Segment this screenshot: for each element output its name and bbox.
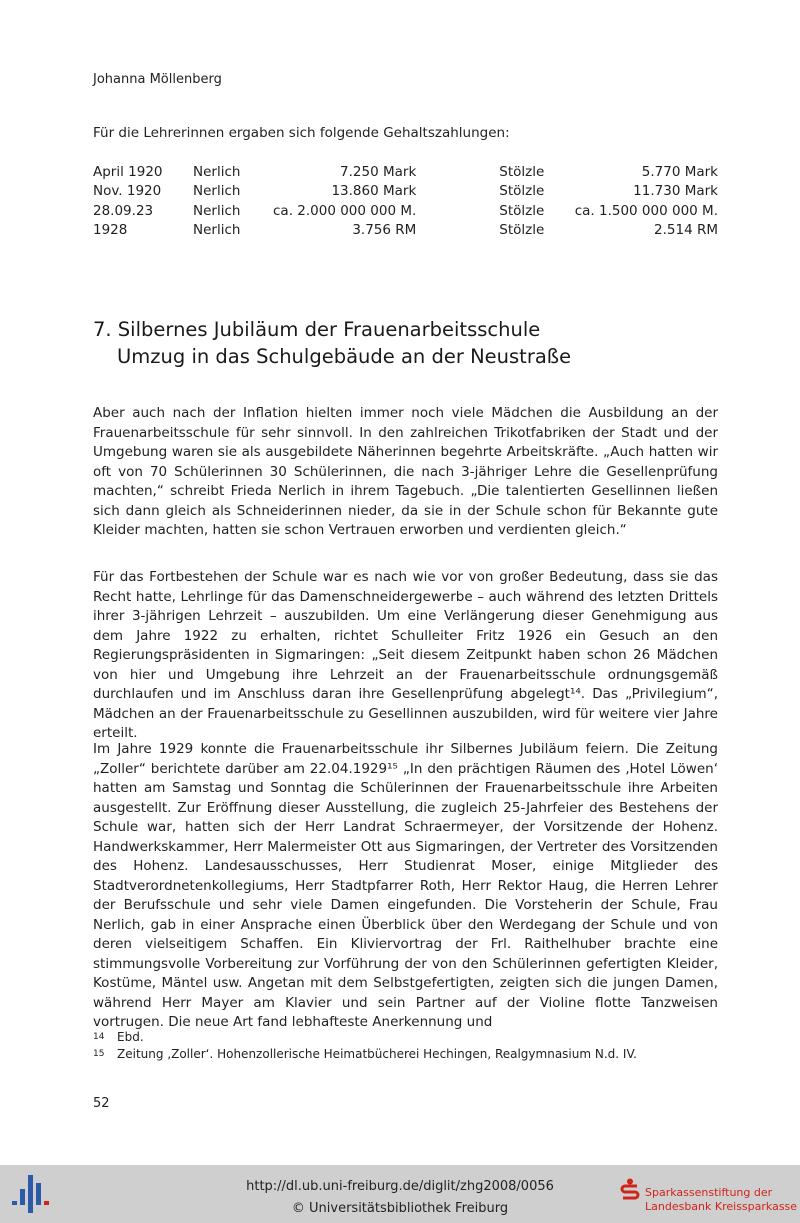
salary-value1-cell: ca. 2.000 000 000 M. [273,202,417,219]
salary-row [93,201,718,221]
salary-name1-cell: Nerlich [193,202,241,219]
sparkasse-logo-icon [620,1178,640,1202]
salary-value2-cell: ca. 1.500 000 000 M. [574,202,718,219]
footer-bar [0,1165,800,1223]
salary-row [93,182,718,202]
salary-table [93,162,718,240]
footer-copyright: © Universitätsbibliothek Freiburg [291,1201,509,1216]
footnote-text: Zeitung ‚Zoller‘. Hohenzollerische Heimatbücherei Hechingen, Realgymnasium N.d. IV. [117,1047,637,1061]
salary-name1-cell: Nerlich [193,163,241,180]
page-number: 52 [93,1096,110,1111]
salary-date-cell: Nov. 1920 [93,183,162,200]
salary-value2-cell: 2.514 RM [654,222,718,239]
sponsor-text [645,1186,797,1214]
salary-date-cell: April 1920 [93,163,163,180]
running-head-author: Johanna Möllenberg [93,72,222,87]
footnote-14 [93,1029,637,1046]
salary-name2-cell: Stölzle [499,183,545,200]
footnotes [93,1029,637,1063]
salary-row [93,221,718,241]
intro-sentence: Für die Lehrerinnen ergaben sich folgende Gehaltszahlungen: [93,125,510,141]
sponsor-line-1: Sparkassenstiftung der [645,1186,773,1199]
salary-name2-cell: Stölzle [499,163,545,180]
salary-value1-cell: 3.756 RM [352,222,417,239]
salary-name2-cell: Stölzle [499,202,545,219]
section-heading-line1: 7. Silbernes Jubiläum der Frauenarbeitsschule [93,318,541,341]
section-heading-line2: Umzug in das Schulgebäude an der Neustraße [117,345,572,368]
salary-date-cell: 28.09.23 [93,202,154,219]
footer-url-link[interactable]: http://dl.ub.uni-freiburg.de/diglit/zhg2008/0056 [246,1179,554,1194]
salary-gap-cell [416,182,499,202]
paragraph-privilegium: Für das Fortbestehen der Schule war es nach wie vor von großer Bedeutung, dass sie das Recht hatte, Lehrlinge für das Damenschneidergewerbe – auch während des letzten Drittels ihrer 3-jährigen Lehrzeit – auszubilden. Um eine Verlängerung dieser Genehmigung aus dem Jahre 1922 zu erhalten, richtet Schulleiter Fritz 1926 ein Gesuch an den Regierungspräsidenten in Sigmaringen: „Seit diesem Zeitpunkt haben schon 26 Mädchen von hier und Umgebung ihre Lehrzeit an der Frauenarbeitsschule ordnungsgemäß durchlaufen und im Anschluss daran ihre Gesellenprüfung abgelegt¹⁴. Das „Privilegium“, Mädchen an der Frauenarbeitsschule zu Gesellinnen auszubilden, wird für weitere vier Jahre erteilt. [93,569,718,741]
salary-value1-cell: 13.860 Mark [331,183,417,200]
footnote-15 [93,1046,637,1063]
salary-gap-cell [416,162,499,182]
salary-name1-cell: Nerlich [193,222,241,239]
footnote-number: 14 [93,1032,105,1042]
salary-value2-cell: 5.770 Mark [641,163,718,180]
paragraph-jubilaeum: Im Jahre 1929 konnte die Frauenarbeitsschule ihr Silbernes Jubiläum feiern. Die Zeitung „Zoller“ berichtete darüber am 22.04.1929¹⁵ „In den prächtigen Räumen des ‚Hotel Löwen‘ hatten am Samstag und Sonntag die Schülerinnen der Frauenarbeitsschule ihre Arbeiten ausgestellt. Zur Eröffnung dieser Ausstellung, die zugleich 25-Jahrfeier des Bestehens der Schule war, hatten sich der Herr Landrat Schraermeyer, der Vorsitzende der Hohenz. Handwerkskammer, Herr Malermeister Ott aus Sigmaringen, der Vertreter des Vorsitzenden des Hohenz. Landesausschusses, Herr Studienrat Moser, einige Mitglieder des Stadtverordnetenkollegiums, Herr Stadtpfarrer Roth, Herr Rektor Haug, die Herren Lehrer der Berufsschule und sehr viele Damen eingefunden. Die Vorsteherin der Schule, Frau Nerlich, gab in einer Ansprache einen Überblick über den Werdegang der Schule und von deren vielseitigem Schaffen. Ein Kliviervortrag der Frl. Raithelhuber brachte eine stimmungsvolle Vorbereitung zur Vorführung der von den Schülerinnen gefertigten Kleider, Kostüme, Mäntel usw. Angetan mit dem Selbstgefertigten, zeigten sich die jungen Damen, während Herr Mayer am Klavier und sein Partner auf der Violine flotte Tanzweisen vortrugen. Die neue Art fand lebhafteste Anerkennung und [93,741,718,1030]
salary-name2-cell: Stölzle [499,222,545,239]
salary-row [93,162,718,182]
salary-date-cell: 1928 [93,222,128,239]
salary-table-body [93,162,718,240]
salary-gap-cell [416,221,499,241]
footnote-text: Ebd. [117,1030,144,1044]
salary-value1-cell: 7.250 Mark [340,163,417,180]
salary-name1-cell: Nerlich [193,183,241,200]
salary-gap-cell [416,201,499,221]
paragraph-inflation: Aber auch nach der Inflation hielten immer noch viele Mädchen die Ausbildung an der Frauenarbeitsschule für sehr sinnvoll. In den zahlreichen Trikotfabriken der Stadt und der Umgebung waren sie als ausgebildete Näherinnen begehrte Arbeitskräfte. „Auch hatten wir oft von 70 Schülerinnen 30 Schülerinnen, die nach 3-jähriger Lehre die Gesellenprüfung machten,“ schreibt Frieda Nerlich in ihrem Tagebuch. „Die talentierten Gesellinnen ließen sich dann gleich als Schneiderinnen nieder, da sie in der Schule schon für Bekannte gute Kleider machten, hatten sie schon Vertrauen erworben und verdienten gleich.“ [93,405,718,538]
footnote-number: 15 [93,1049,105,1059]
sponsor-line-2: Landesbank Kreissparkasse [645,1200,798,1213]
salary-value2-cell: 11.730 Mark [633,183,718,200]
section-heading [93,316,571,370]
